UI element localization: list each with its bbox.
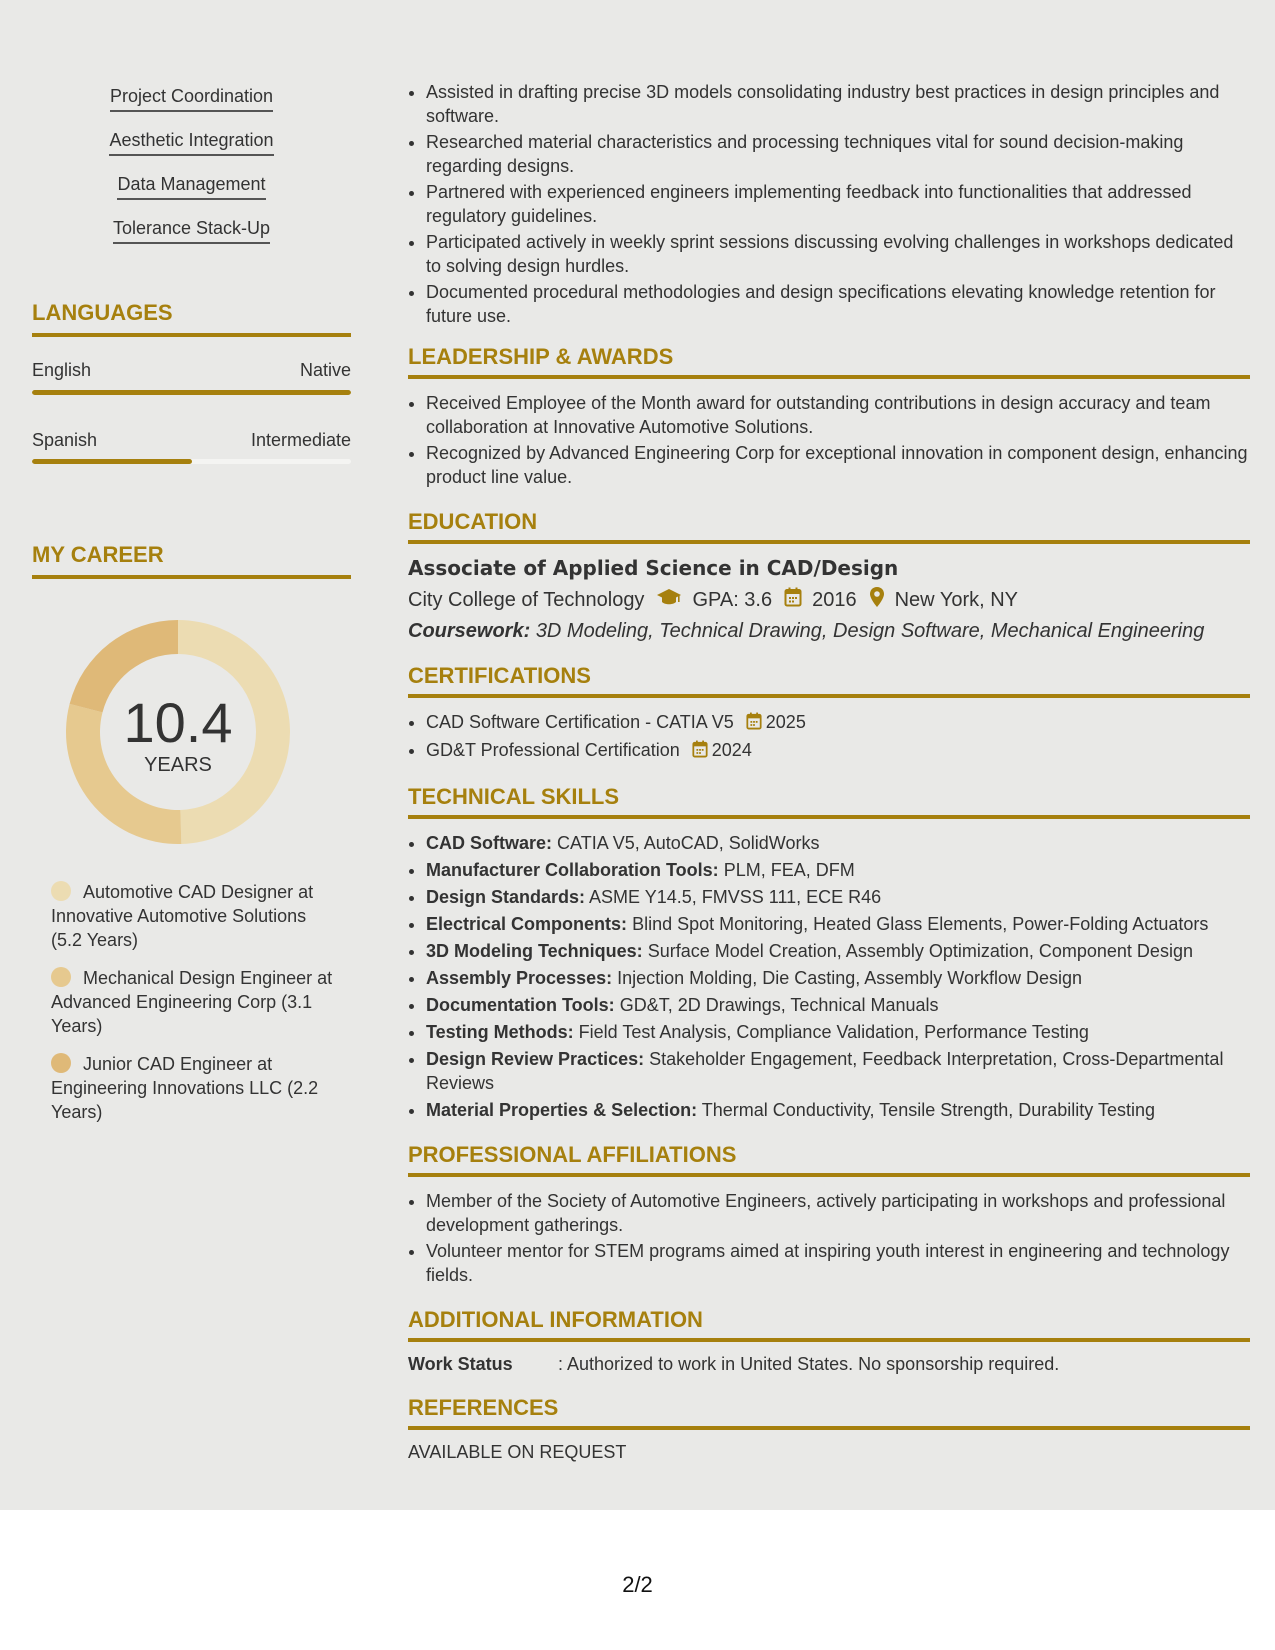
skill-tag: Data Management	[117, 174, 265, 200]
additional-info-heading: ADDITIONAL INFORMATION	[408, 1307, 1250, 1342]
experience-bullet: • Documented procedural methodologies and design specifications elevating knowledge retention for future use.	[426, 280, 1250, 328]
certification-year: 2025	[765, 712, 806, 732]
career-legend-item	[51, 966, 341, 1038]
skill-label: 3D Modeling Techniques:	[426, 941, 643, 961]
graduation-year: 2016	[812, 588, 857, 611]
skill-label: Testing Methods:	[426, 1022, 574, 1042]
language-row	[32, 430, 351, 451]
skill-tag: Tolerance Stack-Up	[113, 218, 270, 244]
certification-item	[426, 738, 1250, 764]
technical-skill-item	[426, 885, 1250, 909]
technical-skill-item	[426, 1020, 1250, 1044]
technical-skill-item	[426, 993, 1250, 1017]
skill-label: Documentation Tools:	[426, 995, 615, 1015]
skill-tag: Project Coordination	[110, 86, 273, 112]
experience-bullet: • Participated actively in weekly sprint sessions discussing evolving challenges in workshops dedicated to solving design hurdles.	[426, 230, 1250, 278]
affiliation-item: • Volunteer mentor for STEM programs aimed at inspiring youth interest in engineering and technology fields.	[426, 1239, 1250, 1287]
calendar-icon	[784, 587, 802, 613]
skill-value: Field Test Analysis, Compliance Validation, Performance Testing	[578, 1022, 1089, 1042]
skill-value: Surface Model Creation, Assembly Optimization, Component Design	[647, 941, 1193, 961]
location-pin-icon	[869, 586, 885, 614]
language-bar-fill	[32, 459, 192, 464]
career-years-unit: YEARS	[144, 754, 212, 776]
skill-value: Stakeholder Engagement, Feedback Interpretation, Cross-Departmental Reviews	[426, 1049, 1224, 1093]
education-details	[408, 586, 1250, 614]
certifications-list	[408, 710, 1250, 764]
language-level: Intermediate	[250, 430, 351, 450]
technical-skills-list	[408, 831, 1250, 1122]
technical-skill-item	[426, 966, 1250, 990]
school-location: New York, NY	[894, 588, 1018, 611]
technical-skill-item	[426, 1047, 1250, 1095]
right-column	[408, 80, 1250, 1463]
experience-bullet: • Researched material characteristics and processing techniques vital for sound decision-making regarding designs.	[426, 130, 1250, 178]
skill-label: Assembly Processes:	[426, 968, 613, 988]
language-name: English	[32, 360, 92, 380]
certification-name: CAD Software Certification - CATIA V5	[426, 712, 734, 732]
skill-tags	[32, 86, 351, 262]
technical-skill-item	[426, 912, 1250, 936]
technical-skill-item	[426, 1098, 1250, 1122]
career-legend-item	[51, 1052, 341, 1124]
skill-value: Thermal Conductivity, Tensile Strength, Durability Testing	[701, 1100, 1155, 1120]
affiliations-list	[408, 1189, 1250, 1287]
work-status-label: Work Status	[408, 1354, 513, 1374]
degree-title: Associate of Applied Science in CAD/Design	[408, 556, 899, 580]
certifications-heading: CERTIFICATIONS	[408, 663, 1250, 698]
skill-label: Material Properties & Selection:	[426, 1100, 698, 1120]
skill-tag: Aesthetic Integration	[109, 130, 273, 156]
language-bar-fill	[32, 390, 351, 395]
affiliations-heading: PROFESSIONAL AFFILIATIONS	[408, 1142, 1250, 1177]
gpa: GPA: 3.6	[692, 588, 773, 611]
legend-dot	[51, 881, 71, 901]
skill-value: CATIA V5, AutoCAD, SolidWorks	[557, 833, 820, 853]
career-legend-item	[51, 880, 341, 952]
graduation-cap-icon	[656, 588, 682, 612]
coursework-label: Coursework:	[408, 620, 531, 642]
skill-label: CAD Software:	[426, 833, 553, 853]
languages-heading: LANGUAGES	[32, 300, 351, 337]
work-status-value: : Authorized to work in United States. No sponsorship required.	[558, 1354, 1060, 1374]
affiliation-item: • Member of the Society of Automotive Engineers, actively participating in workshops and professional development gatherings.	[426, 1189, 1250, 1237]
skill-value: Blind Spot Monitoring, Heated Glass Elements, Power-Folding Actuators	[632, 914, 1209, 934]
skill-label: Manufacturer Collaboration Tools:	[426, 860, 719, 880]
work-status-row	[408, 1354, 1250, 1375]
language-name: Spanish	[32, 430, 98, 450]
skill-value: GD&T, 2D Drawings, Technical Manuals	[619, 995, 939, 1015]
skill-value: Injection Molding, Die Casting, Assembly Workflow Design	[617, 968, 1082, 988]
calendar-icon	[746, 712, 762, 736]
career-legend-text: Mechanical Design Engineer at Advanced Engineering Corp (3.1 Years)	[51, 968, 333, 1036]
legend-dot	[51, 1053, 71, 1073]
skill-value: PLM, FEA, DFM	[723, 860, 855, 880]
experience-bullet: • Assisted in drafting precise 3D models consolidating industry best practices in design principles and software.	[426, 80, 1250, 128]
coursework-list: 3D Modeling, Technical Drawing, Design Software, Mechanical Engineering	[535, 620, 1205, 642]
language-bar	[32, 390, 351, 395]
technical-skill-item	[426, 858, 1250, 882]
leadership-heading: LEADERSHIP & AWARDS	[408, 344, 1250, 379]
leadership-item: • Recognized by Advanced Engineering Corp for exceptional innovation in component design, enhancing product line value.	[426, 441, 1250, 489]
page-number: 2/2	[622, 1572, 653, 1597]
certification-year: 2024	[711, 740, 752, 760]
language-bar	[32, 459, 351, 464]
school-name: City College of Technology	[408, 588, 645, 611]
legend-dot	[51, 967, 71, 987]
technical-skills-heading: TECHNICAL SKILLS	[408, 784, 1250, 819]
certification-item	[426, 710, 1250, 736]
language-row	[32, 360, 351, 381]
education-heading: EDUCATION	[408, 509, 1250, 544]
skill-label: Design Standards:	[426, 887, 586, 907]
career-total-years: 10.4	[123, 691, 233, 754]
career-legend	[51, 880, 341, 1138]
references-text: AVAILABLE ON REQUEST	[408, 1442, 627, 1462]
career-legend-text: Automotive CAD Designer at Innovative Automotive Solutions (5.2 Years)	[51, 882, 314, 950]
experience-bullets	[408, 80, 1250, 328]
leadership-item: • Received Employee of the Month award for outstanding contributions in design accuracy and team collaboration at Innovative Automotive Solutions.	[426, 391, 1250, 439]
language-level: Native	[299, 360, 351, 380]
coursework	[408, 620, 1250, 643]
career-donut-chart	[66, 620, 290, 844]
experience-bullet: • Partnered with experienced engineers implementing feedback into functionalities that addressed regulatory guidelines.	[426, 180, 1250, 228]
calendar-icon	[692, 740, 708, 764]
skill-label: Electrical Components:	[426, 914, 628, 934]
career-heading: MY CAREER	[32, 542, 351, 579]
technical-skill-item	[426, 939, 1250, 963]
references-heading: REFERENCES	[408, 1395, 1250, 1430]
technical-skill-item	[426, 831, 1250, 855]
leadership-list	[408, 391, 1250, 489]
skill-label: Design Review Practices:	[426, 1049, 645, 1069]
career-legend-text: Junior CAD Engineer at Engineering Innovations LLC (2.2 Years)	[51, 1054, 319, 1122]
skill-value: ASME Y14.5, FMVSS 111, ECE R46	[589, 887, 882, 907]
certification-name: GD&T Professional Certification	[426, 740, 680, 760]
